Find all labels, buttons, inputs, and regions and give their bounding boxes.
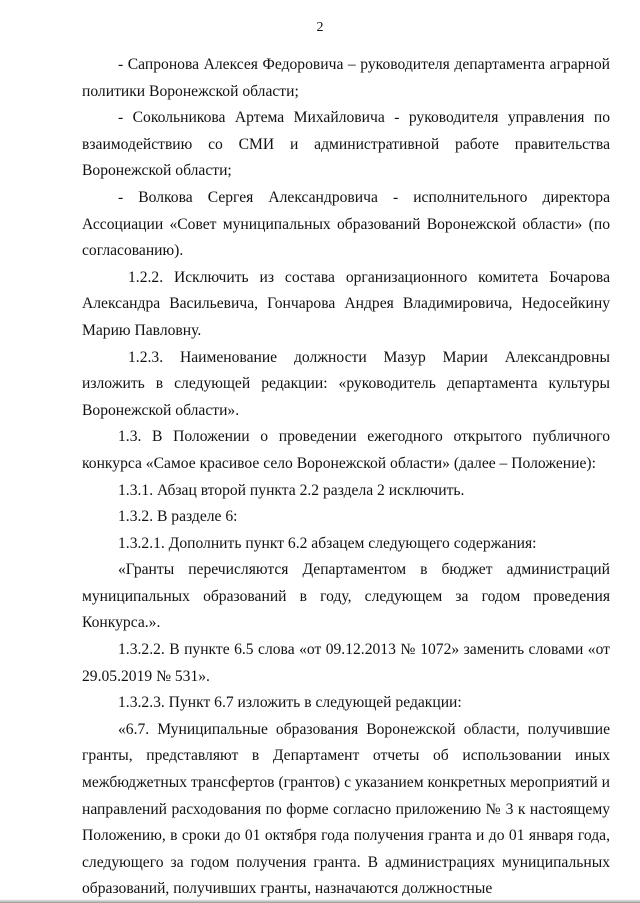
paragraph-1-2-2: 1.2.2. Исключить из состава организационного комитета Бочарова Александра Васильевича, Гончарова Андрея Владимировича, Недосейкину Марию Павловну. (82, 268, 610, 339)
paragraph-1-3: 1.3. В Положении о проведении ежегодного открытого публичного конкурса «Самое красивое село Воронежской области» (далее – Положение): (82, 428, 610, 472)
paragraph-sapronov: - Сапронова Алексея Федоровича – руководителя департамента аграрной политики Воронежской области; (82, 56, 610, 100)
paragraph-1-3-2-3: 1.3.2.3. Пункт 6.7 изложить в следующей редакции: (118, 694, 462, 712)
paragraph-sokolnikov: - Сокольникова Артема Михайловича - руководителя управления по взаимодействию со СМИ и административной работе правительства Воронежской области; (82, 109, 610, 180)
paragraph-grants-quote: «Гранты перечисляются Департаментом в бюджет администраций муниципальных образований в году, следующем за годом проведения Конкурса.». (82, 561, 610, 632)
paragraph-6-7-quote: «6.7. Муниципальные образования Воронежской области, получившие гранты, представляют в Департамент отчеты об использовании иных межбюджетных трансфертов (грантов) с указанием конкретных мероприятий и направлений расходования по форме согласно приложению № 3 к настоящему Положению, в сроки до 01 октября года получения гранта и до 01 января года, следующего за годом получения гранта. В администрациях муниципальных образований, получивших гранты, назначаются должностные (82, 720, 610, 898)
scan-bottom-edge (0, 899, 640, 903)
paragraph-1-3-2: 1.3.2. В разделе 6: (118, 508, 238, 526)
paragraph-1-3-1: 1.3.1. Абзац второй пункта 2.2 раздела 2 исключить. (118, 481, 465, 499)
paragraph-1-2-3: 1.2.3. Наименование должности Мазур Марии Александровны изложить в следующей редакции: «руководитель департамента культуры Воронежской области». (82, 348, 610, 419)
paragraph-volkov: - Волкова Сергея Александровича - исполнительного директора Ассоциации «Совет муниципальных образований Воронежской области» (по согласованию). (82, 188, 610, 260)
paragraph-1-3-2-1: 1.3.2.1. Дополнить пункт 6.2 абзацем следующего содержания: (118, 534, 537, 552)
paragraph-1-3-2-2: 1.3.2.2. В пункте 6.5 слова «от 09.12.2013 № 1072» заменить словами «от 29.05.2019 № 531». (82, 641, 610, 685)
document-body (82, 52, 610, 903)
page-number: 2 (316, 20, 324, 35)
